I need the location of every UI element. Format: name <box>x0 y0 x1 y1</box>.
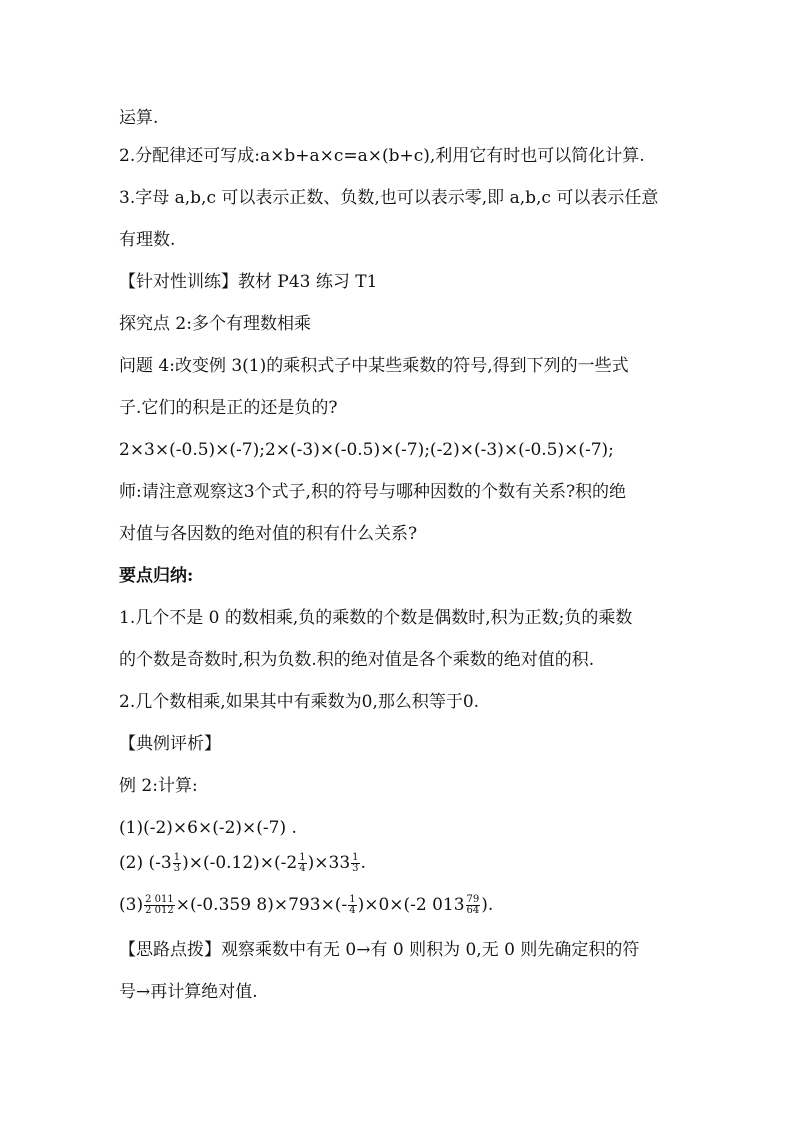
eq-text: ). <box>481 895 494 915</box>
text-line: 问题 4:改变例 3(1)的乘积式子中某些乘数的符号,得到下列的一些式 <box>119 356 629 376</box>
fraction: $\frac{1}{4}$ <box>299 852 306 874</box>
fraction: $\frac{1}{3}$ <box>352 852 359 874</box>
fraction: $\frac{2 011}{2 012}$ <box>145 894 174 916</box>
eq-text: (2) (-3 <box>119 853 172 873</box>
text-line: 例 2:计算: <box>119 776 198 796</box>
text-line: 1.几个不是 0 的数相乘,负的乘数的个数是偶数时,积为正数;负的乘数 <box>119 608 633 628</box>
text-line: 有理数. <box>119 230 176 250</box>
eq-text: (3) <box>119 895 144 915</box>
fraction: $\frac{79}{64}$ <box>466 894 480 916</box>
text-line: 3.字母 a,b,c 可以表示正数、负数,也可以表示零,即 a,b,c 可以表示任意 <box>119 188 659 208</box>
text-line: 号→再计算绝对值. <box>119 982 258 1002</box>
text-line: 对值与各因数的绝对值的积有什么关系? <box>119 524 418 544</box>
eq-text: )×33 <box>307 853 351 873</box>
text-line: 【针对性训练】教材 P43 练习 T1 <box>119 272 378 292</box>
text-line: 【思路点拨】观察乘数中有无 0→有 0 则积为 0,无 0 则先确定积的符 <box>119 940 640 960</box>
equation-line: 2×3×(-0.5)×(-7);2×(-3)×(-0.5)×(-7);(-2)×(-3)×(-0.5)×(-7); <box>119 440 614 460</box>
text-line: 运算. <box>119 108 159 128</box>
eq-text: ×(-0.359 8)×793×(- <box>175 895 348 915</box>
text-line: 2.几个数相乘,如果其中有乘数为0,那么积等于0. <box>119 692 480 712</box>
text-line: 师:请注意观察这3个式子,积的符号与哪种因数的个数有关系?积的绝 <box>119 482 627 502</box>
text-line: 子.它们的积是正的还是负的? <box>119 398 338 418</box>
equation-line: (1)(-2)×6×(-2)×(-7) . <box>119 818 297 838</box>
eq-text: )×(-0.12)×(-2 <box>182 853 298 873</box>
text-line: 的个数是奇数时,积为负数.积的绝对值是各个乘数的绝对值的积. <box>119 650 595 670</box>
section-heading: 【典例评析】 <box>119 734 221 754</box>
fraction: $\frac{1}{4}$ <box>349 894 356 916</box>
eq-text: . <box>360 853 366 873</box>
equation-line-3 <box>119 895 493 916</box>
eq-text: )×0×(-2 013 <box>357 895 465 915</box>
text-line: 2.分配律还可写成:a×b+a×c=a×(b+c),利用它有时也可以简化计算. <box>119 146 645 166</box>
key-points-heading: 要点归纳: <box>119 566 194 586</box>
section-heading: 探究点 2:多个有理数相乘 <box>119 314 311 334</box>
fraction: $\frac{1}{3}$ <box>173 852 181 874</box>
equation-line-2 <box>119 853 366 874</box>
